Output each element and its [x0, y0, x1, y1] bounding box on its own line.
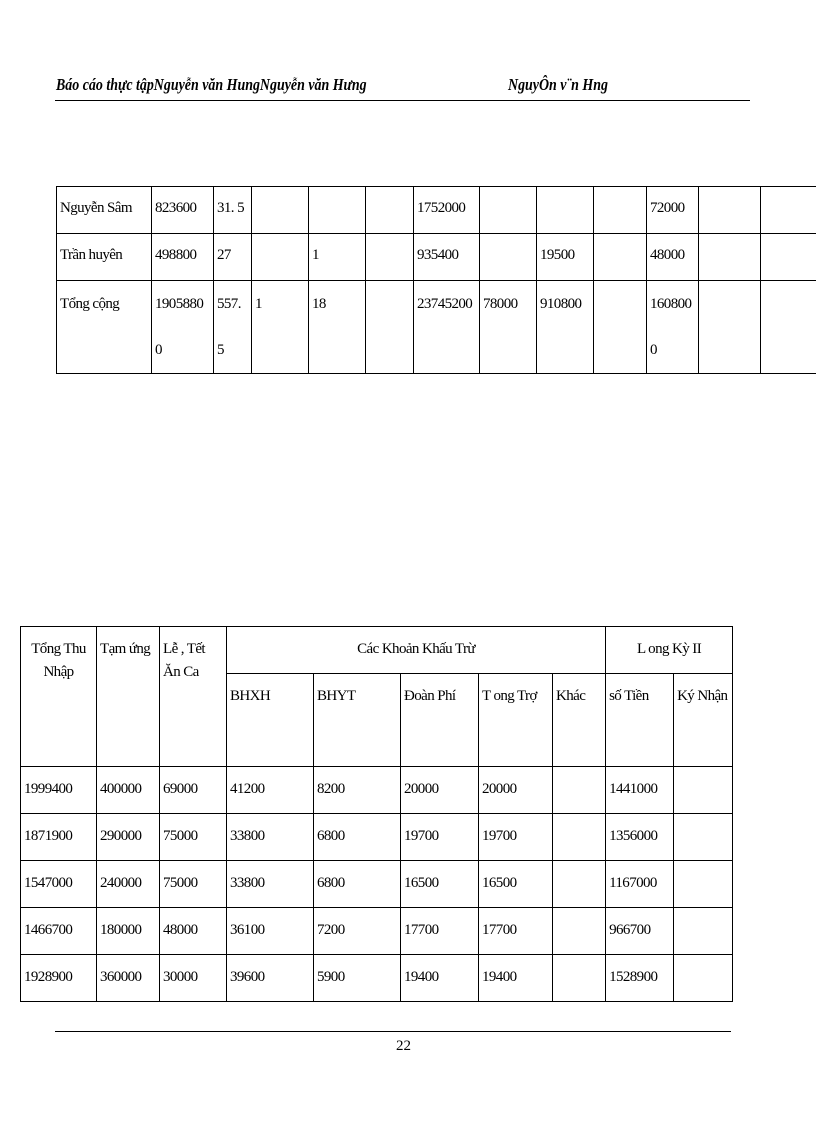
table-cell: 6800 [314, 814, 401, 861]
table-cell: 36100 [227, 908, 314, 955]
table-row [21, 767, 733, 814]
table-cell: 8200 [314, 767, 401, 814]
table-cell [699, 281, 761, 374]
employee-name-cell: Tổng cộng [57, 281, 152, 374]
table-cell: 33800 [227, 814, 314, 861]
table-cell [699, 187, 761, 234]
table-cell: 1167000 [606, 861, 674, 908]
table-cell: 360000 [97, 955, 160, 1002]
header-so-tien: số Tiền [606, 674, 674, 767]
table-cell [761, 281, 816, 374]
table-cell [594, 281, 647, 374]
header-doan-phi: Đoàn Phí [401, 674, 479, 767]
header-luong-ky-ii: L ong Kỳ II [606, 627, 733, 674]
header-tuong-tro: T ong Trợ [479, 674, 553, 767]
salary-deduction-table-body [21, 767, 733, 1002]
employee-name-cell: Nguyễn Sâm [57, 187, 152, 234]
table-cell: 72000 [647, 187, 699, 234]
table-cell: 1752000 [414, 187, 480, 234]
table-cell: 19700 [479, 814, 553, 861]
table-cell: 557. 5 [214, 281, 252, 374]
table-cell [480, 187, 537, 234]
employee-name-cell: Trần huyên [57, 234, 152, 281]
table-cell: 1466700 [21, 908, 97, 955]
table-cell: 75000 [160, 814, 227, 861]
table-cell: 1 [252, 281, 309, 374]
table-cell: 1999400 [21, 767, 97, 814]
table-cell [553, 767, 606, 814]
table-cell: 20000 [479, 767, 553, 814]
table-cell: 498800 [152, 234, 214, 281]
table-cell [537, 187, 594, 234]
table-cell: 1547000 [21, 861, 97, 908]
table-row [57, 234, 816, 281]
table-cell: 290000 [97, 814, 160, 861]
table-row [21, 861, 733, 908]
table-cell: 75000 [160, 861, 227, 908]
header-tam-ung: Tạm ứng [97, 627, 160, 767]
table-cell [553, 861, 606, 908]
table-cell: 19400 [401, 955, 479, 1002]
table-cell: 1 [309, 234, 366, 281]
table-cell [366, 234, 414, 281]
table-cell: 78000 [480, 281, 537, 374]
table-cell [594, 234, 647, 281]
table-cell: 160800 0 [647, 281, 699, 374]
table-cell: 18 [309, 281, 366, 374]
table-cell: 19700 [401, 814, 479, 861]
table-cell [309, 187, 366, 234]
header-le-tet: Lễ , Tết Ăn Ca [160, 627, 227, 767]
header-tong-thu-nhap: Tổng Thu Nhập [21, 627, 97, 767]
header-khac: Khác [553, 674, 606, 767]
header-ky-nhan: Ký Nhận [674, 674, 733, 767]
table-row [21, 908, 733, 955]
table-cell: 910800 [537, 281, 594, 374]
table-cell: 16500 [401, 861, 479, 908]
table-cell: 180000 [97, 908, 160, 955]
table-cell: 1528900 [606, 955, 674, 1002]
continued-payroll-table [56, 186, 816, 374]
table-cell: 5900 [314, 955, 401, 1002]
table-cell: 20000 [401, 767, 479, 814]
table-row [57, 187, 816, 234]
table-cell [252, 234, 309, 281]
table-cell: 39600 [227, 955, 314, 1002]
table-cell: 1928900 [21, 955, 97, 1002]
table-cell: 19500 [537, 234, 594, 281]
table-cell [761, 234, 816, 281]
table-cell [252, 187, 309, 234]
table-cell: 17700 [479, 908, 553, 955]
table-row [57, 281, 816, 374]
table-cell: 30000 [160, 955, 227, 1002]
table-cell: 823600 [152, 187, 214, 234]
table-cell [674, 814, 733, 861]
header-right-title: NguyÔn v¨n Hng [508, 75, 608, 94]
table-cell [674, 908, 733, 955]
table-row [21, 955, 733, 1002]
table-cell: 27 [214, 234, 252, 281]
table-cell: 7200 [314, 908, 401, 955]
table-cell [699, 234, 761, 281]
table-cell: 17700 [401, 908, 479, 955]
salary-deduction-table [20, 626, 733, 1002]
table-row [21, 814, 733, 861]
header-divider [55, 100, 750, 101]
table-cell [553, 814, 606, 861]
table-cell: 935400 [414, 234, 480, 281]
header-left-title: Báo cáo thực tậpNguyễn văn HungNguyễn văn Hưng [56, 75, 367, 94]
table-cell [366, 187, 414, 234]
table-cell: 240000 [97, 861, 160, 908]
table-cell: 1905880 0 [152, 281, 214, 374]
table-cell: 48000 [647, 234, 699, 281]
table-cell [674, 955, 733, 1002]
table-cell: 69000 [160, 767, 227, 814]
table-cell: 1441000 [606, 767, 674, 814]
table-cell: 19400 [479, 955, 553, 1002]
table-cell: 6800 [314, 861, 401, 908]
table-cell: 31. 5 [214, 187, 252, 234]
table-cell: 48000 [160, 908, 227, 955]
table-cell: 41200 [227, 767, 314, 814]
table-cell [594, 187, 647, 234]
table-cell: 1871900 [21, 814, 97, 861]
table-cell [366, 281, 414, 374]
page-number: 22 [396, 1038, 411, 1054]
continued-payroll-table-body [57, 187, 816, 374]
table-cell [553, 955, 606, 1002]
table-cell [761, 187, 816, 234]
table-cell [553, 908, 606, 955]
header-cac-khoan-khau-tru: Các Khoản Khấu Trừ [227, 627, 606, 674]
header-bhxh: BHXH [227, 674, 314, 767]
table-cell [674, 861, 733, 908]
header-bhyt: BHYT [314, 674, 401, 767]
table-cell: 966700 [606, 908, 674, 955]
table-cell: 400000 [97, 767, 160, 814]
table-cell: 23745200 [414, 281, 480, 374]
table-cell [674, 767, 733, 814]
footer-divider [55, 1031, 731, 1032]
table-cell [480, 234, 537, 281]
table-cell: 33800 [227, 861, 314, 908]
table-cell: 1356000 [606, 814, 674, 861]
table-cell: 16500 [479, 861, 553, 908]
